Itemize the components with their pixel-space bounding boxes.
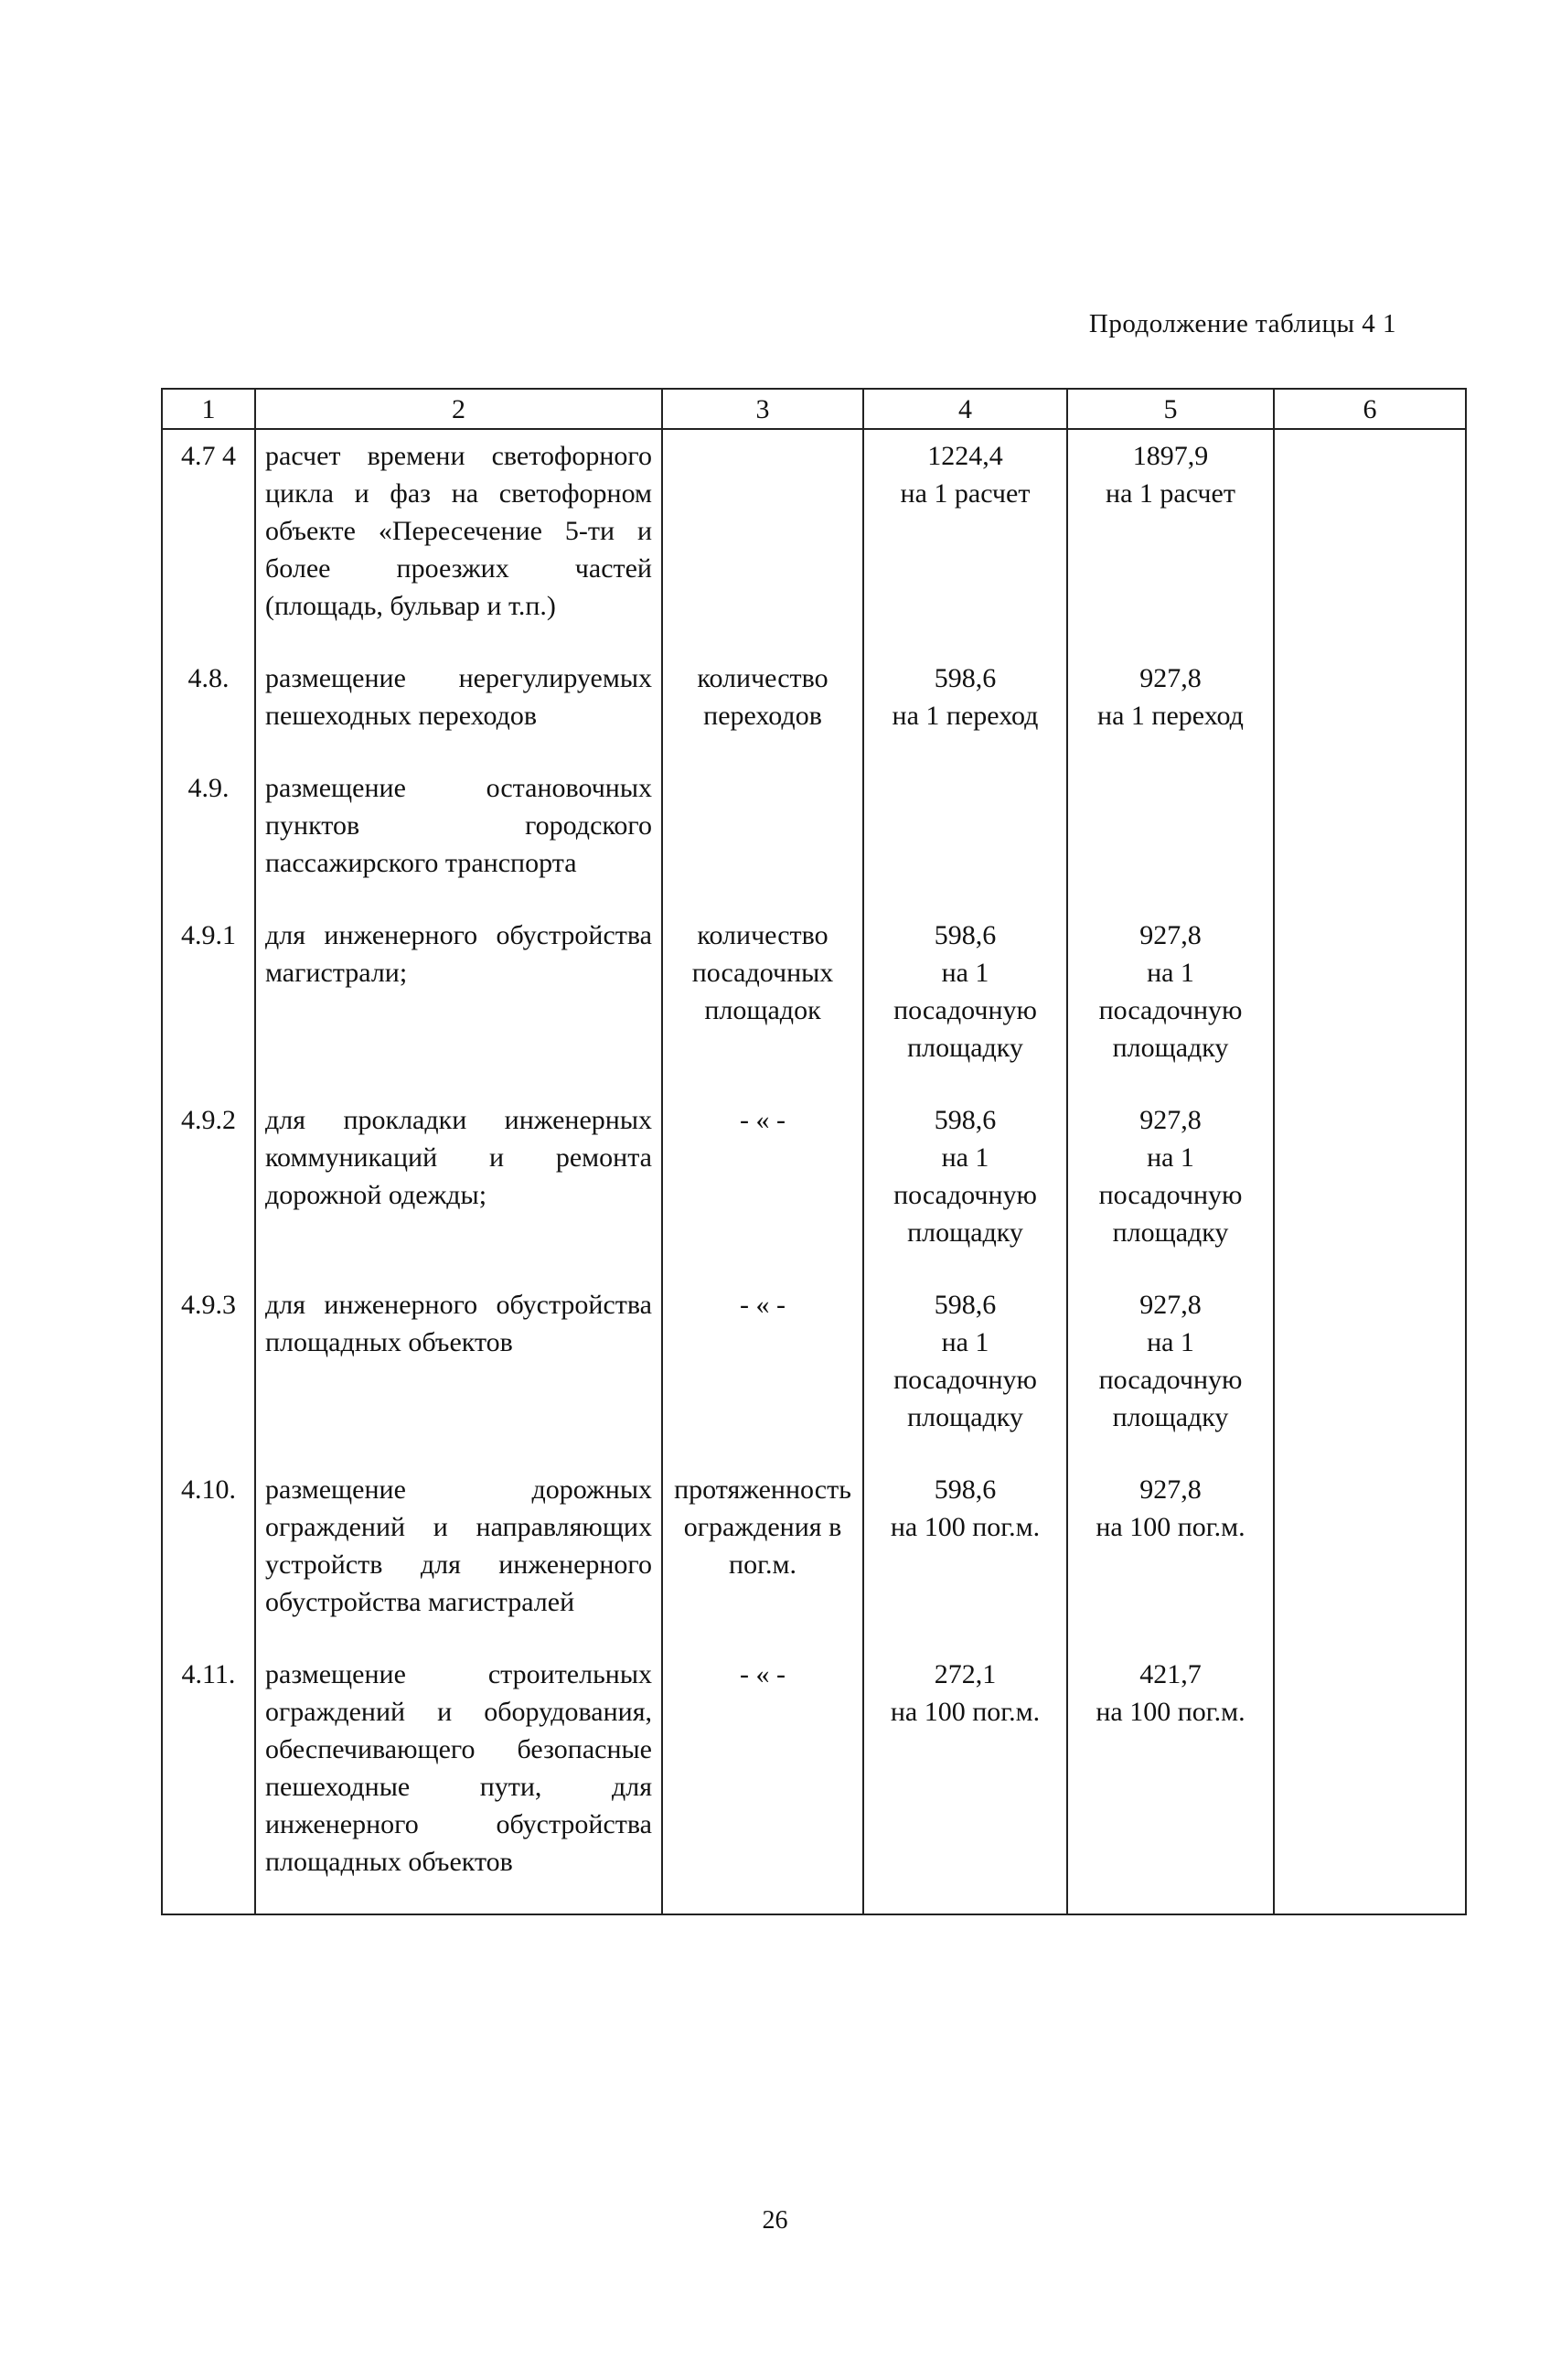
rate-basis: на 1 переход: [1097, 701, 1244, 731]
rate-basis: на 1 посадочную площадку: [1098, 1327, 1243, 1432]
rate-value-col4: [863, 1463, 1067, 1648]
rate-value-col5: [1067, 429, 1274, 652]
table-header-row: [162, 389, 1466, 429]
rate-amount: 598,6: [934, 663, 997, 693]
column-header: 6: [1274, 389, 1466, 429]
row-note: [1274, 652, 1466, 762]
column-header: 1: [162, 389, 255, 429]
rate-amount: 272,1: [934, 1659, 997, 1689]
rate-amount: 421,7: [1139, 1659, 1202, 1689]
rate-value-col5: [1067, 1279, 1274, 1463]
rate-amount: 927,8: [1139, 1474, 1202, 1505]
row-description: размещение остановочных пунктов городского пассажирского транспорта: [255, 762, 662, 909]
rate-value-col4: [863, 909, 1067, 1094]
row-description: размещение нерегулируемых пешеходных переходов: [255, 652, 662, 762]
rates-table: [161, 388, 1467, 1915]
row-note: [1274, 909, 1466, 1094]
rate-value-col4: [863, 652, 1067, 762]
table-row: [162, 1094, 1466, 1279]
rate-basis: на 100 пог.м.: [890, 1512, 1041, 1542]
rate-basis: на 100 пог.м.: [1096, 1697, 1245, 1727]
table-continuation-caption: Продолжение таблицы 4 1: [1088, 309, 1396, 338]
row-number: 4.11.: [162, 1648, 255, 1914]
rate-value-col5: [1067, 1463, 1274, 1648]
row-description: размещение дорожных ограждений и направляющих устройств для инженерного обустройства магистралей: [255, 1463, 662, 1648]
row-number: 4.9.: [162, 762, 255, 909]
row-note: [1274, 1463, 1466, 1648]
rate-amount: 598,6: [934, 1105, 997, 1135]
table-row: [162, 1279, 1466, 1463]
rate-value-col5: [1067, 909, 1274, 1094]
rate-amount: 927,8: [1139, 663, 1202, 693]
rate-value-col4: [863, 762, 1067, 909]
row-unit: - « -: [662, 1094, 863, 1279]
rate-value-col4: [863, 429, 1067, 652]
column-header: 5: [1067, 389, 1274, 429]
rate-value-col4: [863, 1279, 1067, 1463]
rate-value-col5: [1067, 652, 1274, 762]
row-note: [1274, 1648, 1466, 1914]
row-unit: [662, 429, 863, 652]
rate-basis: на 1 посадочную площадку: [893, 958, 1037, 1063]
row-unit: протяженность ограждения в пог.м.: [662, 1463, 863, 1648]
rate-amount: 598,6: [934, 1290, 997, 1320]
row-number: 4.9.2: [162, 1094, 255, 1279]
column-header: 3: [662, 389, 863, 429]
row-description: расчет времени светофорного цикла и фаз на светофорном объекте «Пересечение 5-ти и более проезжих частей (площадь, бульвар и т.п.): [255, 429, 662, 652]
column-header: 4: [863, 389, 1067, 429]
page-number: 26: [762, 2206, 788, 2235]
rate-basis: на 100 пог.м.: [890, 1697, 1041, 1727]
row-number: 4.9.3: [162, 1279, 255, 1463]
row-unit: количество посадочных площадок: [662, 909, 863, 1094]
row-number: 4.10.: [162, 1463, 255, 1648]
rate-basis: на 1 переход: [892, 701, 1039, 731]
row-note: [1274, 429, 1466, 652]
row-number: 4.7 4: [162, 429, 255, 652]
rate-value-col4: [863, 1648, 1067, 1914]
rate-amount: 598,6: [934, 920, 997, 950]
row-unit: [662, 762, 863, 909]
row-description: размещение строительных ограждений и оборудования, обеспечивающего безопасные пешеходные пути, для инженерного обустройства площадных объектов: [255, 1648, 662, 1914]
rate-basis: на 100 пог.м.: [1096, 1512, 1245, 1542]
rate-basis: на 1 посадочную площадку: [1098, 958, 1243, 1063]
table-row: [162, 1648, 1466, 1914]
rate-basis: на 1 посадочную площадку: [1098, 1142, 1243, 1248]
row-note: [1274, 1094, 1466, 1279]
rate-amount: 1897,9: [1132, 441, 1209, 471]
table-row: [162, 1463, 1466, 1648]
column-header: 2: [255, 389, 662, 429]
rate-amount: 927,8: [1139, 1290, 1202, 1320]
table-body: [162, 429, 1466, 1914]
rate-amount: 927,8: [1139, 1105, 1202, 1135]
rate-basis: на 1 посадочную площадку: [893, 1142, 1037, 1248]
rate-basis: на 1 расчет: [1106, 478, 1235, 509]
row-number: 4.8.: [162, 652, 255, 762]
rate-basis: на 1 посадочную площадку: [893, 1327, 1037, 1432]
row-unit: - « -: [662, 1279, 863, 1463]
row-note: [1274, 1279, 1466, 1463]
rate-basis: на 1 расчет: [900, 478, 1031, 509]
row-unit: количество переходов: [662, 652, 863, 762]
row-description: для инженерного обустройства магистрали;: [255, 909, 662, 1094]
rate-value-col5: [1067, 762, 1274, 909]
rate-value-col5: [1067, 1094, 1274, 1279]
rate-value-col5: [1067, 1648, 1274, 1914]
rate-amount: 927,8: [1139, 920, 1202, 950]
row-description: для инженерного обустройства площадных объектов: [255, 1279, 662, 1463]
table-row: [162, 909, 1466, 1094]
table-row: [162, 762, 1466, 909]
rate-amount: 1224,4: [927, 441, 1003, 471]
row-unit: - « -: [662, 1648, 863, 1914]
table-row: [162, 429, 1466, 652]
row-note: [1274, 762, 1466, 909]
rate-amount: 598,6: [934, 1474, 997, 1505]
row-description: для прокладки инженерных коммуникаций и ремонта дорожной одежды;: [255, 1094, 662, 1279]
row-number: 4.9.1: [162, 909, 255, 1094]
rate-value-col4: [863, 1094, 1067, 1279]
table-row: [162, 652, 1466, 762]
